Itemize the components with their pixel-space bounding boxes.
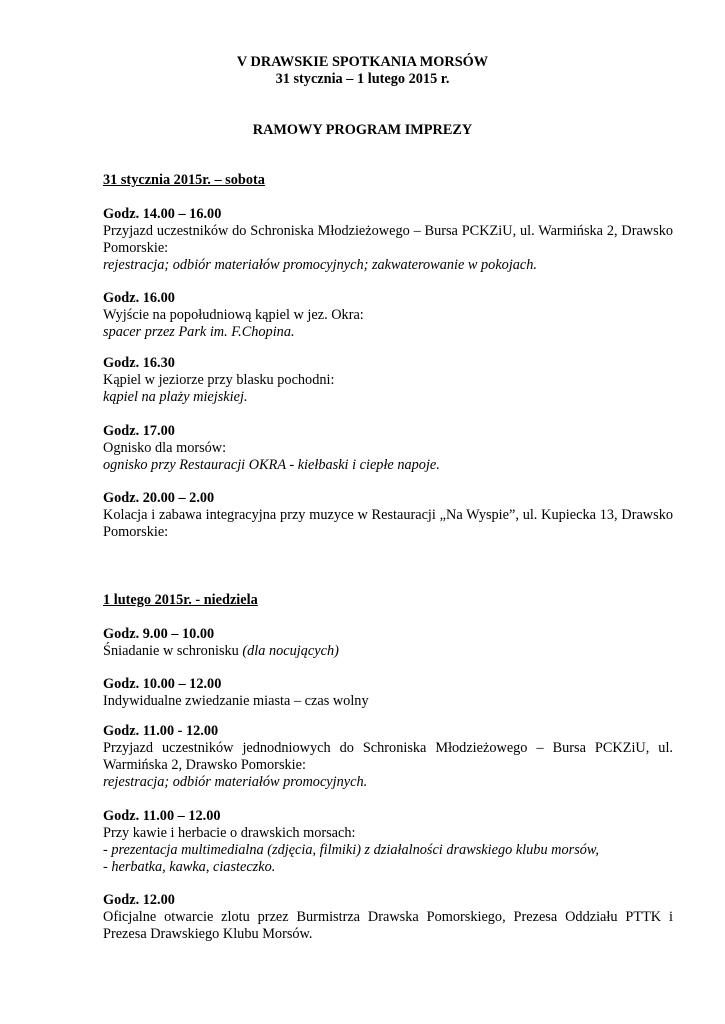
entry-time: Godz. 12.00 <box>103 892 175 908</box>
entry-note: rejestracja; odbiór materiałów promocyjnych; zakwaterowanie w pokojach. <box>103 257 538 273</box>
entry-line <box>103 643 673 660</box>
entry-time: Godz. 17.00 <box>103 423 175 439</box>
entry-text: Przyjazd uczestników do Schroniska Młodzieżowego – Bursa PCKZiU, ul. Warmińska 2, Drawsko Pomorskie: <box>103 223 673 256</box>
schedule-entry <box>103 423 673 474</box>
entry-note: (dla nocujących) <box>242 643 339 659</box>
schedule-entry <box>103 490 673 541</box>
entry-note: ognisko przy Restauracji OKRA - kiełbaski i ciepłe napoje. <box>103 457 440 473</box>
entry-note: spacer przez Park im. F.Chopina. <box>103 324 295 340</box>
event-title: V DRAWSKIE SPOTKANIA MORSÓW <box>236 54 489 70</box>
entry-time: Godz. 16.30 <box>103 355 175 371</box>
schedule-entry <box>103 206 673 274</box>
schedule-entry <box>103 808 673 876</box>
schedule-entry <box>103 290 673 341</box>
entry-note: kąpiel na plaży miejskiej. <box>103 389 248 405</box>
entry-text: Oficjalne otwarcie zlotu przez Burmistrza Drawska Pomorskiego, Prezesa Oddziału PTTK i Prezesa Drawskiego Klubu Morsów. <box>103 909 673 942</box>
day1-heading: 31 stycznia 2015r. – sobota <box>103 172 265 188</box>
entry-text: Przyjazd uczestników jednodniowych do Schroniska Młodzieżowego – Bursa PCKZiU, ul. Warmińska 2, Drawsko Pomorskie: <box>103 740 673 773</box>
entry-text: Ognisko dla morsów: <box>103 440 227 456</box>
entry-time: Godz. 9.00 – 10.00 <box>103 626 215 642</box>
entry-text: Kąpiel w jeziorze przy blasku pochodni: <box>103 372 335 388</box>
entry-text: Kolacja i zabawa integracyjna przy muzyce w Restauracji „Na Wyspie”, ul. Kupiecka 13, Drawsko Pomorskie: <box>103 507 673 540</box>
entry-time: Godz. 20.00 – 2.00 <box>103 490 215 506</box>
entry-note: - herbatka, kawka, ciasteczko. <box>103 859 276 875</box>
entry-note: rejestracja; odbiór materiałów promocyjnych. <box>103 774 368 790</box>
entry-time: Godz. 10.00 – 12.00 <box>103 676 222 692</box>
entry-text: Wyjście na popołudniową kąpiel w jez. Okra: <box>103 307 364 323</box>
schedule-entry <box>103 626 673 660</box>
entry-note: - prezentacja multimedialna (zdjęcia, filmiki) z działalności drawskiego klubu morsów, <box>103 842 599 858</box>
schedule-entry <box>103 355 673 406</box>
schedule-entry <box>103 723 673 791</box>
event-dates: 31 stycznia – 1 lutego 2015 r. <box>275 71 450 87</box>
entry-time: Godz. 14.00 – 16.00 <box>103 206 222 222</box>
entry-time: Godz. 11.00 - 12.00 <box>103 723 219 739</box>
schedule-entry <box>103 676 673 710</box>
entry-text: Indywidualne zwiedzanie miasta – czas wolny <box>103 693 369 709</box>
entry-text: Śniadanie w schronisku <box>103 643 239 659</box>
entry-time: Godz. 11.00 – 12.00 <box>103 808 221 824</box>
schedule-entry <box>103 892 673 943</box>
day2-heading: 1 lutego 2015r. - niedziela <box>103 592 258 608</box>
program-title: RAMOWY PROGRAM IMPREZY <box>252 122 473 138</box>
entry-text: Przy kawie i herbacie o drawskich morsach: <box>103 825 356 841</box>
document-header <box>0 54 725 88</box>
entry-time: Godz. 16.00 <box>103 290 175 306</box>
